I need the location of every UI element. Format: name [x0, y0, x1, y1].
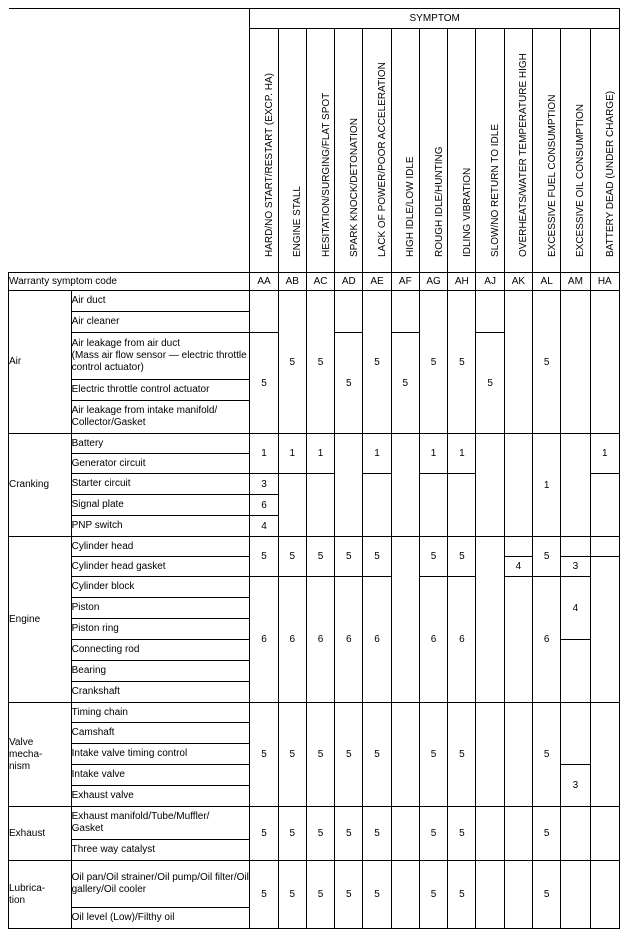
item-cylinder-head-gasket: Cylinder head gasket	[71, 557, 250, 577]
val: 5	[250, 861, 278, 929]
val: 1	[533, 434, 561, 537]
symptom-col-ha: BATTERY DEAD (UNDER CHARGE)	[590, 29, 619, 273]
val: 5	[448, 537, 476, 577]
group-valve-mechanism: Valve mecha- nism	[9, 703, 72, 807]
val: 6	[278, 577, 306, 703]
val: 1	[448, 434, 476, 474]
val: 5	[278, 291, 306, 434]
group-lubrication: Lubrica- tion	[9, 861, 72, 929]
symptom-col-am: EXCESSIVE OIL CONSUMPTION	[561, 29, 590, 273]
val: 5	[306, 537, 334, 577]
code-cell: AJ	[476, 273, 504, 291]
symptom-col-ah: IDLING VIBRATION	[448, 29, 476, 273]
val: 5	[335, 537, 363, 577]
code-cell: AC	[306, 273, 334, 291]
val: 5	[306, 703, 334, 807]
item-piston-ring: Piston ring	[71, 619, 250, 640]
code-cell: AB	[278, 273, 306, 291]
code-cell: AG	[419, 273, 447, 291]
val: 5	[533, 703, 561, 807]
val: 5	[278, 537, 306, 577]
item-piston: Piston	[71, 598, 250, 619]
val: 5	[363, 703, 391, 807]
group-engine: Engine	[9, 537, 72, 703]
item-air-leakage-duct: Air leakage from air duct (Mass air flow sensor — electric throttle control actuator)	[71, 333, 250, 380]
val: 5	[448, 291, 476, 434]
symptom-col-ag: ROUGH IDLE/HUNTING	[419, 29, 447, 273]
val: 1	[278, 434, 306, 474]
item-timing-chain: Timing chain	[71, 703, 250, 723]
val: 5	[419, 703, 447, 807]
item-exhaust-manifold: Exhaust manifold/Tube/Muffler/ Gasket	[71, 807, 250, 840]
item-bearing: Bearing	[71, 661, 250, 682]
val: 5	[278, 807, 306, 861]
item-generator-circuit: Generator circuit	[71, 454, 250, 474]
val: 6	[306, 577, 334, 703]
val: 1	[419, 434, 447, 474]
item-electric-throttle: Electric throttle control actuator	[71, 380, 250, 401]
val: 5	[363, 537, 391, 577]
code-cell: HA	[590, 273, 619, 291]
val: 5	[448, 703, 476, 807]
warranty-code-label: Warranty symptom code	[9, 273, 250, 291]
val: 5	[476, 333, 504, 434]
item-air-cleaner: Air cleaner	[71, 312, 250, 333]
val: 3	[250, 474, 278, 495]
group-exhaust: Exhaust	[9, 807, 72, 861]
val: 5	[250, 807, 278, 861]
val: 1	[306, 434, 334, 474]
code-cell: AD	[335, 273, 363, 291]
item-camshaft: Camshaft	[71, 723, 250, 744]
code-cell: AL	[533, 273, 561, 291]
val: 6	[533, 577, 561, 703]
val: 5	[363, 291, 391, 434]
val: 5	[419, 537, 447, 577]
item-cylinder-head: Cylinder head	[71, 537, 250, 557]
val: 4	[504, 557, 532, 577]
item-intake-valve: Intake valve	[71, 765, 250, 786]
code-cell: AM	[561, 273, 590, 291]
item-starter-circuit: Starter circuit	[71, 474, 250, 495]
val: 5	[363, 807, 391, 861]
symptom-col-ac: HESITATION/SURGING/FLAT SPOT	[306, 29, 334, 273]
val: 5	[533, 861, 561, 929]
val: 5	[306, 291, 334, 434]
item-cylinder-block: Cylinder block	[71, 577, 250, 598]
val: 5	[448, 807, 476, 861]
val: 5	[278, 703, 306, 807]
item-air-duct: Air duct	[71, 291, 250, 312]
val: 6	[250, 577, 278, 703]
symptom-col-ad: SPARK KNOCK/DETONATION	[335, 29, 363, 273]
symptom-col-ak: OVERHEATS/WATER TEMPERATURE HIGH	[504, 29, 532, 273]
group-air: Air	[9, 291, 72, 434]
val: 4	[561, 577, 590, 640]
val: 5	[533, 807, 561, 861]
symptom-col-aj: SLOW/NO RETURN TO IDLE	[476, 29, 504, 273]
item-connecting-rod: Connecting rod	[71, 640, 250, 661]
item-air-leakage-manifold: Air leakage from intake manifold/ Collector/Gasket	[71, 401, 250, 434]
code-cell: AK	[504, 273, 532, 291]
code-cell: AF	[391, 273, 419, 291]
val: 5	[335, 703, 363, 807]
val: 6	[250, 495, 278, 516]
symptom-table	[8, 8, 620, 929]
val: 5	[306, 807, 334, 861]
item-crankshaft: Crankshaft	[71, 682, 250, 703]
val: 5	[419, 807, 447, 861]
symptom-col-aa: HARD/NO START/RESTART (EXCP. HA)	[250, 29, 278, 273]
val: 4	[250, 516, 278, 537]
val: 6	[448, 577, 476, 703]
code-cell: AE	[363, 273, 391, 291]
val: 5	[363, 861, 391, 929]
val: 5	[533, 291, 561, 434]
val: 3	[561, 557, 590, 577]
val: 5	[250, 537, 278, 577]
val: 5	[419, 861, 447, 929]
val: 5	[448, 861, 476, 929]
symptom-title: SYMPTOM	[250, 9, 620, 29]
val: 5	[306, 861, 334, 929]
val: 5	[533, 537, 561, 577]
item-oil-pan: Oil pan/Oil strainer/Oil pump/Oil filter/Oil gallery/Oil cooler	[71, 861, 250, 908]
item-oil-level: Oil level (Low)/Filthy oil	[71, 908, 250, 929]
symptom-matrix-sheet	[8, 8, 620, 929]
item-exhaust-valve: Exhaust valve	[71, 786, 250, 807]
item-three-way-catalyst: Three way catalyst	[71, 840, 250, 861]
val: 5	[335, 333, 363, 434]
val: 3	[561, 765, 590, 807]
symptom-col-ae: LACK OF POWER/POOR ACCELERATION	[363, 29, 391, 273]
val: 6	[419, 577, 447, 703]
header-blank	[9, 9, 250, 273]
val: 1	[590, 434, 619, 474]
val: 5	[335, 861, 363, 929]
val: 5	[250, 703, 278, 807]
val: 1	[363, 434, 391, 474]
code-cell: AH	[448, 273, 476, 291]
item-battery: Battery	[71, 434, 250, 454]
val: 5	[278, 861, 306, 929]
val: 6	[363, 577, 391, 703]
symptom-col-af: HIGH IDLE/LOW IDLE	[391, 29, 419, 273]
group-cranking: Cranking	[9, 434, 72, 537]
item-intake-valve-timing: Intake valve timing control	[71, 744, 250, 765]
val: 5	[335, 807, 363, 861]
val: 5	[391, 333, 419, 434]
item-pnp-switch: PNP switch	[71, 516, 250, 537]
symptom-col-al: EXCESSIVE FUEL CONSUMPTION	[533, 29, 561, 273]
code-cell: AA	[250, 273, 278, 291]
val: 6	[335, 577, 363, 703]
symptom-col-ab: ENGINE STALL	[278, 29, 306, 273]
val: 1	[250, 434, 278, 474]
item-signal-plate: Signal plate	[71, 495, 250, 516]
val: 5	[419, 291, 447, 434]
val: 5	[250, 333, 278, 434]
